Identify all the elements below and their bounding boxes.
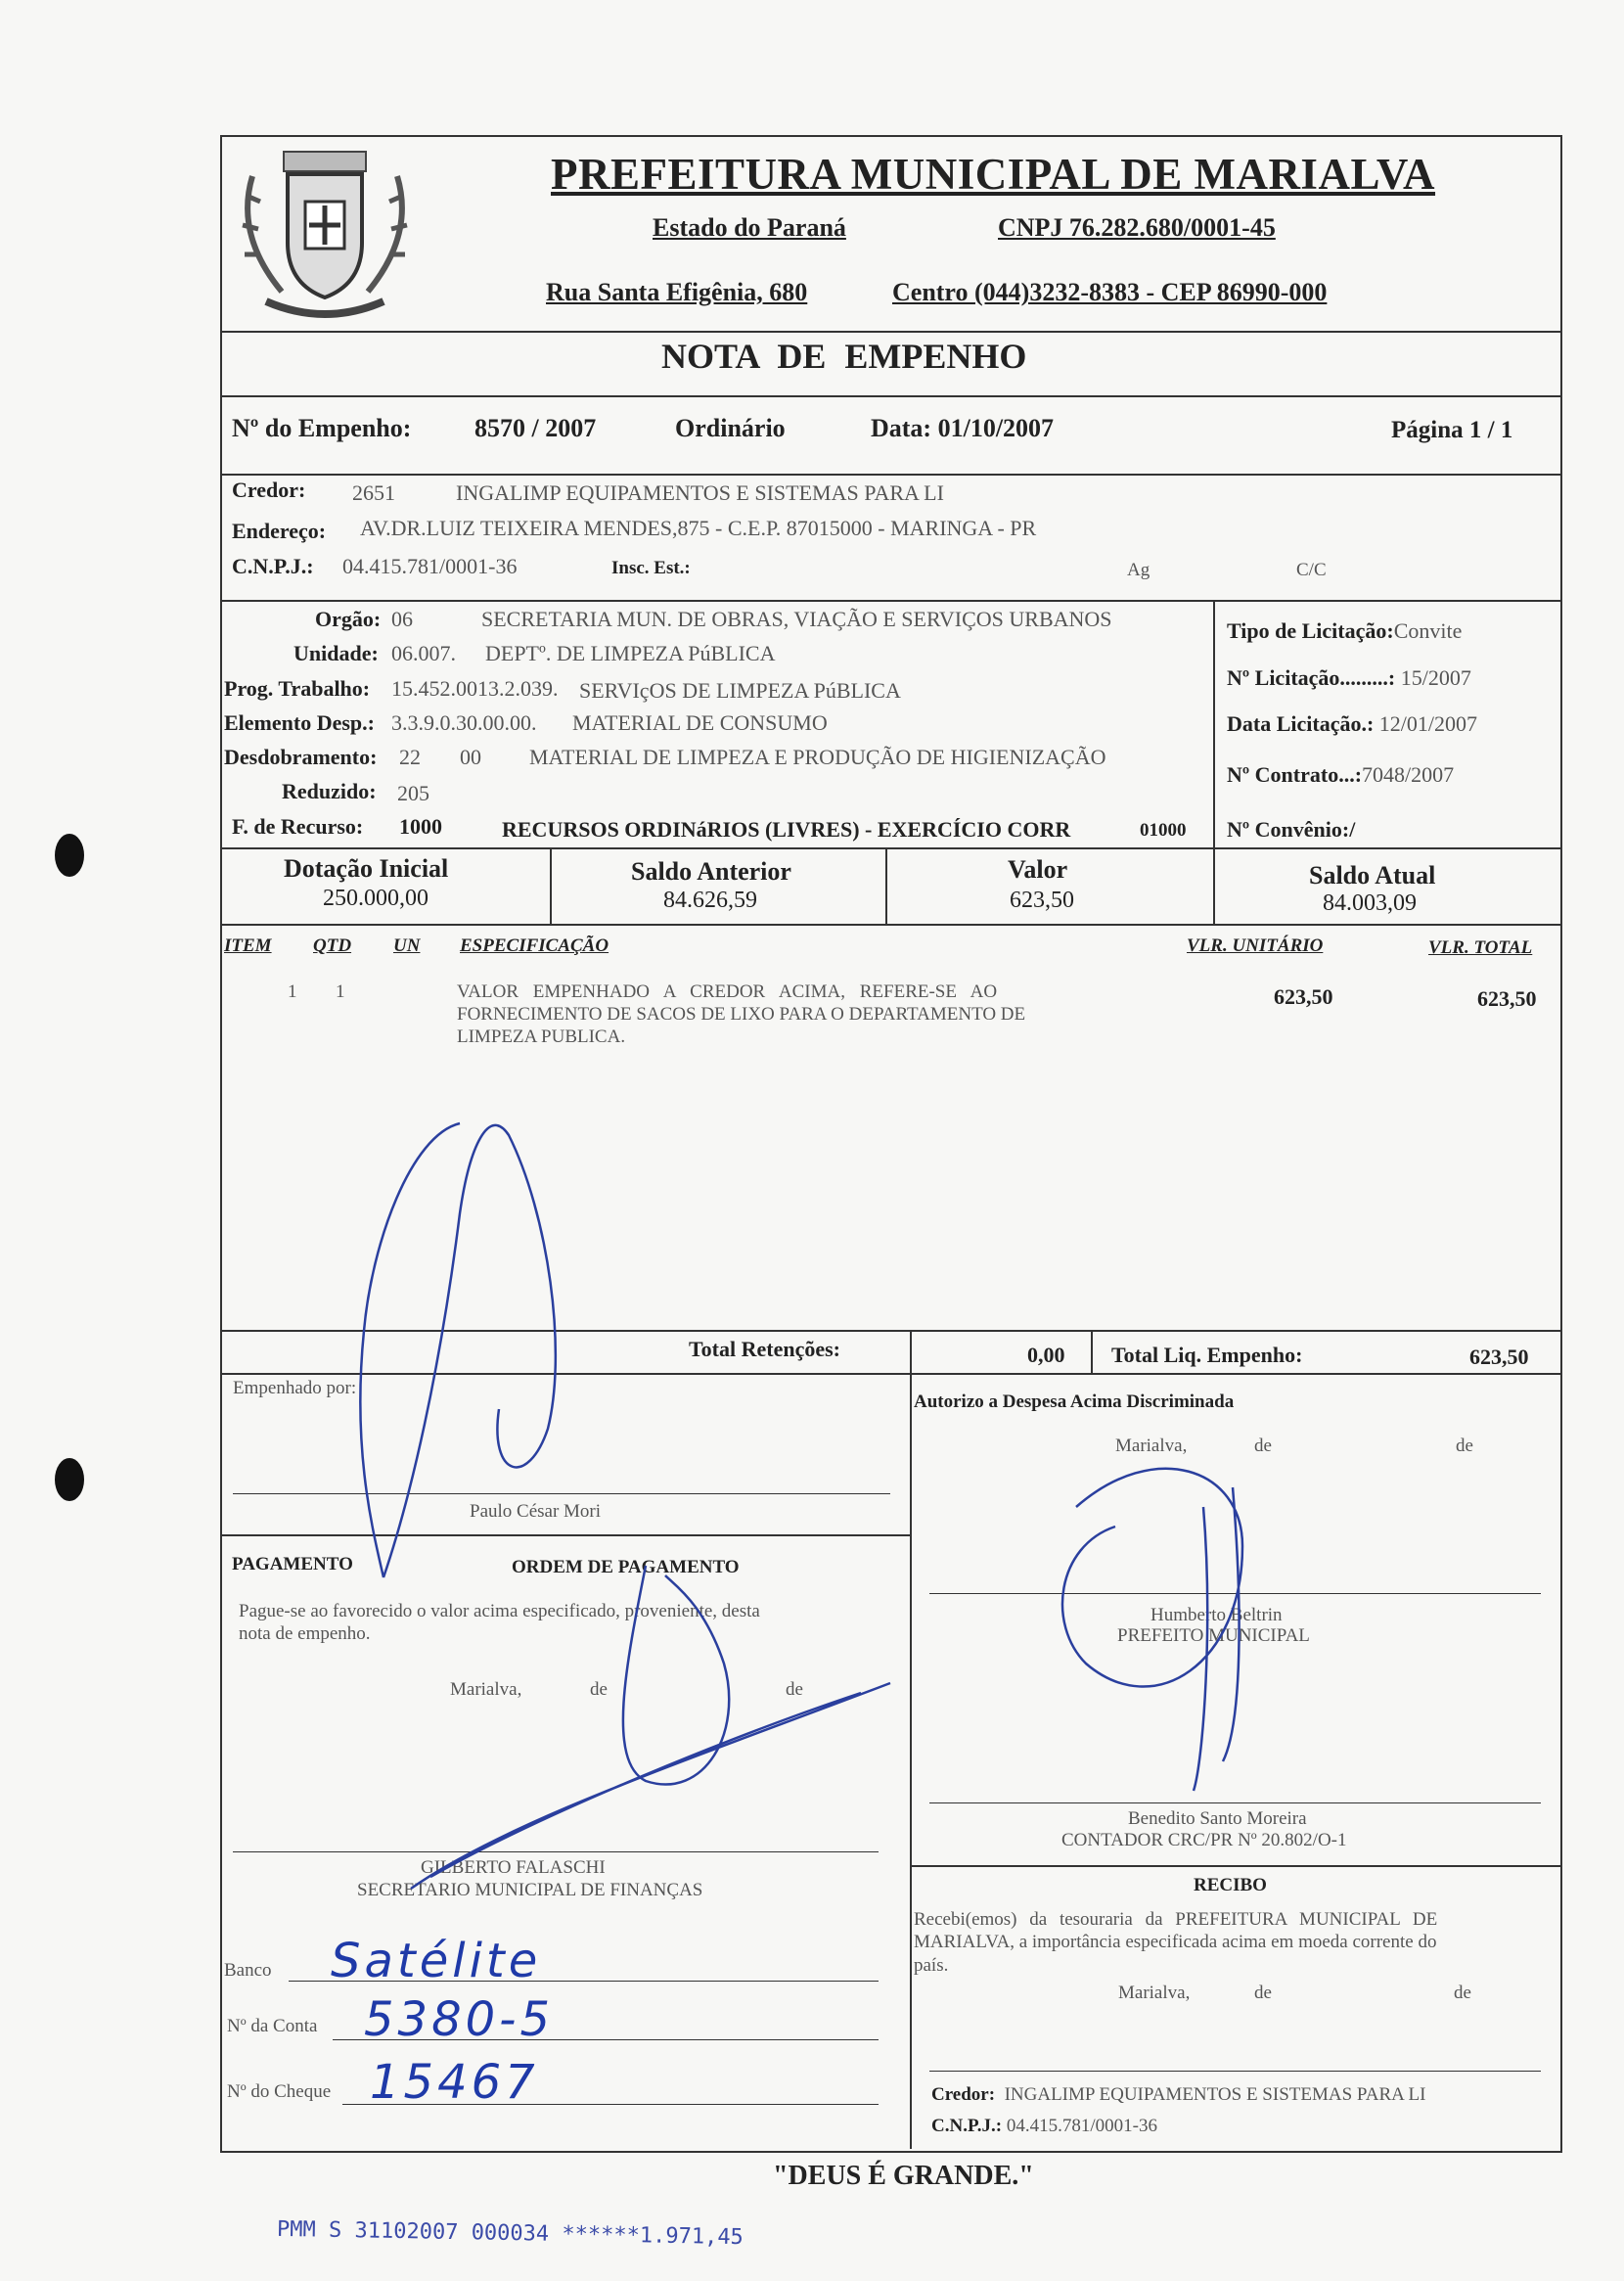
pagamento-label: PAGAMENTO [232, 1554, 353, 1574]
orgao-code: 06 [391, 607, 413, 631]
total-liquido-value: 623,50 [1469, 1345, 1529, 1369]
ag-label: Ag [1127, 560, 1150, 580]
col-vlr-total: VLR. TOTAL [1428, 937, 1533, 958]
banco-value: Satélite [331, 1934, 542, 1988]
reduzido-label: Reduzido: [282, 779, 377, 803]
empenho-number-label: Nº do Empenho: [232, 414, 412, 442]
table-row-unit: 623,50 [1274, 984, 1333, 1009]
recibo-city: Marialva, [1118, 1983, 1191, 2003]
cheque-value: 15467 [370, 2055, 539, 2110]
signature-mayor [1062, 1469, 1242, 1791]
prog-label: Prog. Trabalho: [224, 676, 371, 701]
table-row-total: 623,50 [1477, 986, 1537, 1011]
ordem-pagamento-label: ORDEM DE PAGAMENTO [512, 1557, 740, 1577]
conta-label: Nº da Conta [227, 2016, 318, 2036]
credor-cnpj-label: C.N.P.J.: [232, 554, 314, 578]
desdobramento-a: 22 [399, 745, 421, 769]
prog-code: 15.452.0013.2.039. [391, 676, 559, 701]
org-name: PREFEITURA MUNICIPAL DE MARIALVA [551, 150, 1436, 199]
total-retencoes-value: 0,00 [1027, 1343, 1065, 1367]
numero-licitacao: Nº Licitação.........: 15/2007 [1227, 665, 1471, 690]
data-licitacao: Data Licitação.: 12/01/2007 [1227, 711, 1478, 736]
table-row-qtd: 1 [336, 981, 345, 1002]
dotacao-label: Dotação Inicial [284, 854, 449, 883]
col-item: ITEM [224, 935, 272, 956]
cc-label: C/C [1296, 560, 1327, 580]
motto: "DEUS É GRANDE." [773, 2161, 1034, 2191]
document-title: NOTA DE EMPENHO [661, 337, 1027, 376]
org-street: Rua Santa Efigênia, 680 [546, 278, 808, 306]
insc-label: Insc. Est.: [611, 558, 691, 578]
autorizo-title: Autorizo a Despesa Acima Discriminada [914, 1391, 1235, 1412]
pagamento-de-1: de [590, 1679, 608, 1700]
pagamento-text-1: Pague-se ao favorecido o valor acima especificado, proveniente, desta [239, 1601, 760, 1621]
numero-convenio: Nº Convênio:/ [1227, 817, 1356, 842]
pagamento-text-2: nota de empenho. [239, 1623, 371, 1644]
col-especificacao: ESPECIFICAÇÃO [460, 935, 609, 956]
unidade-label: Unidade: [293, 641, 379, 665]
credor-address: AV.DR.LUIZ TEIXEIRA MENDES,875 - C.E.P. 87015000 - MARINGA - PR [360, 516, 1037, 540]
secretary-name: GILBERTO FALASCHI [421, 1857, 606, 1878]
pagamento-de-2: de [786, 1679, 803, 1700]
accountant-name: Benedito Santo Moreira [1128, 1808, 1307, 1829]
table-row-spec-3: LIMPEZA PUBLICA. [457, 1026, 626, 1047]
recurso-name: RECURSOS ORDINáRIOS (LIVRES) - EXERCÍCIO CORR [502, 817, 1071, 842]
desdobramento-b: 00 [460, 745, 481, 769]
elemento-label: Elemento Desp.: [224, 710, 375, 735]
numero-contrato: Nº Contrato...:7048/2007 [1227, 762, 1455, 787]
recurso-label: F. de Recurso: [232, 814, 364, 839]
recibo-de-2: de [1454, 1983, 1471, 2003]
recibo-title: RECIBO [1194, 1875, 1267, 1895]
col-qtd: QTD [313, 935, 352, 956]
saldo-atual-label: Saldo Atual [1309, 861, 1436, 890]
org-cnpj: CNPJ 76.282.680/0001-45 [998, 213, 1276, 242]
autorizo-de-2: de [1456, 1436, 1473, 1456]
credor-name: INGALIMP EQUIPAMENTOS E SISTEMAS PARA LI [456, 480, 944, 505]
state-name: Estado do Paraná [653, 213, 846, 242]
orgao-name: SECRETARIA MUN. DE OBRAS, VIAÇÃO E SERVIÇOS URBANOS [481, 607, 1112, 631]
empenho-type: Ordinário [675, 414, 786, 442]
org-contact: Centro (044)3232-8383 - CEP 86990-000 [892, 278, 1328, 306]
recurso-code: 1000 [399, 814, 442, 839]
empenhado-signer: Paulo César Mori [470, 1501, 602, 1522]
table-row-item: 1 [288, 981, 297, 1002]
col-un: UN [393, 935, 421, 956]
tipo-licitacao: Tipo de Licitação:Convite [1227, 618, 1463, 643]
recibo-credor: Credor: INGALIMP EQUIPAMENTOS E SISTEMAS PARA LI [931, 2084, 1426, 2105]
valor-label: Valor [1008, 855, 1068, 884]
total-liquido-label: Total Liq. Empenho: [1111, 1343, 1303, 1367]
col-vlr-unitario: VLR. UNITÁRIO [1187, 935, 1324, 956]
cheque-label: Nº do Cheque [227, 2081, 332, 2102]
signature-secretary [411, 1566, 890, 1889]
credor-code: 2651 [352, 480, 395, 505]
unidade-code: 06.007. [391, 641, 456, 665]
empenho-number: 8570 / 2007 [474, 414, 597, 442]
banco-label: Banco [224, 1960, 272, 1981]
table-row-spec-1: VALOR EMPENHADO A CREDOR ACIMA, REFERE-SE AO [457, 981, 998, 1002]
autorizo-de-1: de [1254, 1436, 1272, 1456]
total-retencoes-label: Total Retenções: [689, 1337, 840, 1361]
elemento-name: MATERIAL DE CONSUMO [572, 710, 828, 735]
unidade-name: DEPTº. DE LIMPEZA PúBLICA [485, 641, 776, 665]
recurso-number: 01000 [1140, 820, 1187, 841]
empenho-date: Data: 01/10/2007 [871, 414, 1055, 442]
recibo-text-2: MARIALVA, a importância especificada acima em moeda corrente do [914, 1932, 1437, 1952]
page-number: Página 1 / 1 [1391, 417, 1513, 443]
recibo-de-1: de [1254, 1983, 1272, 2003]
credor-cnpj: 04.415.781/0001-36 [342, 554, 518, 578]
pagamento-city: Marialva, [450, 1679, 522, 1700]
dotacao-value: 250.000,00 [323, 886, 429, 911]
saldo-anterior-label: Saldo Anterior [631, 857, 791, 886]
recibo-text-3: país. [914, 1955, 949, 1976]
conta-value: 5380-5 [364, 1992, 555, 2047]
recibo-text-1: Recebi(emos) da tesouraria da PREFEITURA MUNICIPAL DE [914, 1909, 1438, 1930]
secretary-title: SECRETARIO MUNICIPAL DE FINANÇAS [357, 1880, 703, 1900]
autorizo-city: Marialva, [1115, 1436, 1188, 1456]
empenhado-label: Empenhado por: [233, 1378, 357, 1398]
signature-empenhado [360, 1123, 556, 1577]
recibo-cnpj: C.N.P.J.: 04.415.781/0001-36 [931, 2116, 1157, 2136]
prog-name: SERVIçOS DE LIMPEZA PúBLICA [579, 678, 901, 703]
reduzido-value: 205 [397, 781, 429, 805]
saldo-anterior-value: 84.626,59 [663, 888, 757, 913]
desdobramento-name: MATERIAL DE LIMPEZA E PRODUÇÃO DE HIGIENIZAÇÃO [529, 745, 1106, 769]
valor-value: 623,50 [1010, 888, 1074, 913]
saldo-atual-value: 84.003,09 [1323, 890, 1417, 916]
mayor-name: Humberto Beltrin [1150, 1605, 1283, 1625]
accountant-title: CONTADOR CRC/PR Nº 20.802/O-1 [1061, 1830, 1347, 1850]
elemento-code: 3.3.9.0.30.00.00. [391, 710, 537, 735]
table-row-spec-2: FORNECIMENTO DE SACOS DE LIXO PARA O DEPARTAMENTO DE [457, 1004, 1026, 1025]
cash-register-stamp: PMM S 31102007 000034 ******1.971,45 [276, 2216, 744, 2251]
mayor-title: PREFEITO MUNICIPAL [1117, 1625, 1310, 1646]
orgao-label: Orgão: [315, 607, 382, 631]
desdobramento-label: Desdobramento: [224, 745, 378, 769]
credor-label: Credor: [232, 478, 306, 502]
address-label: Endereço: [232, 519, 327, 543]
